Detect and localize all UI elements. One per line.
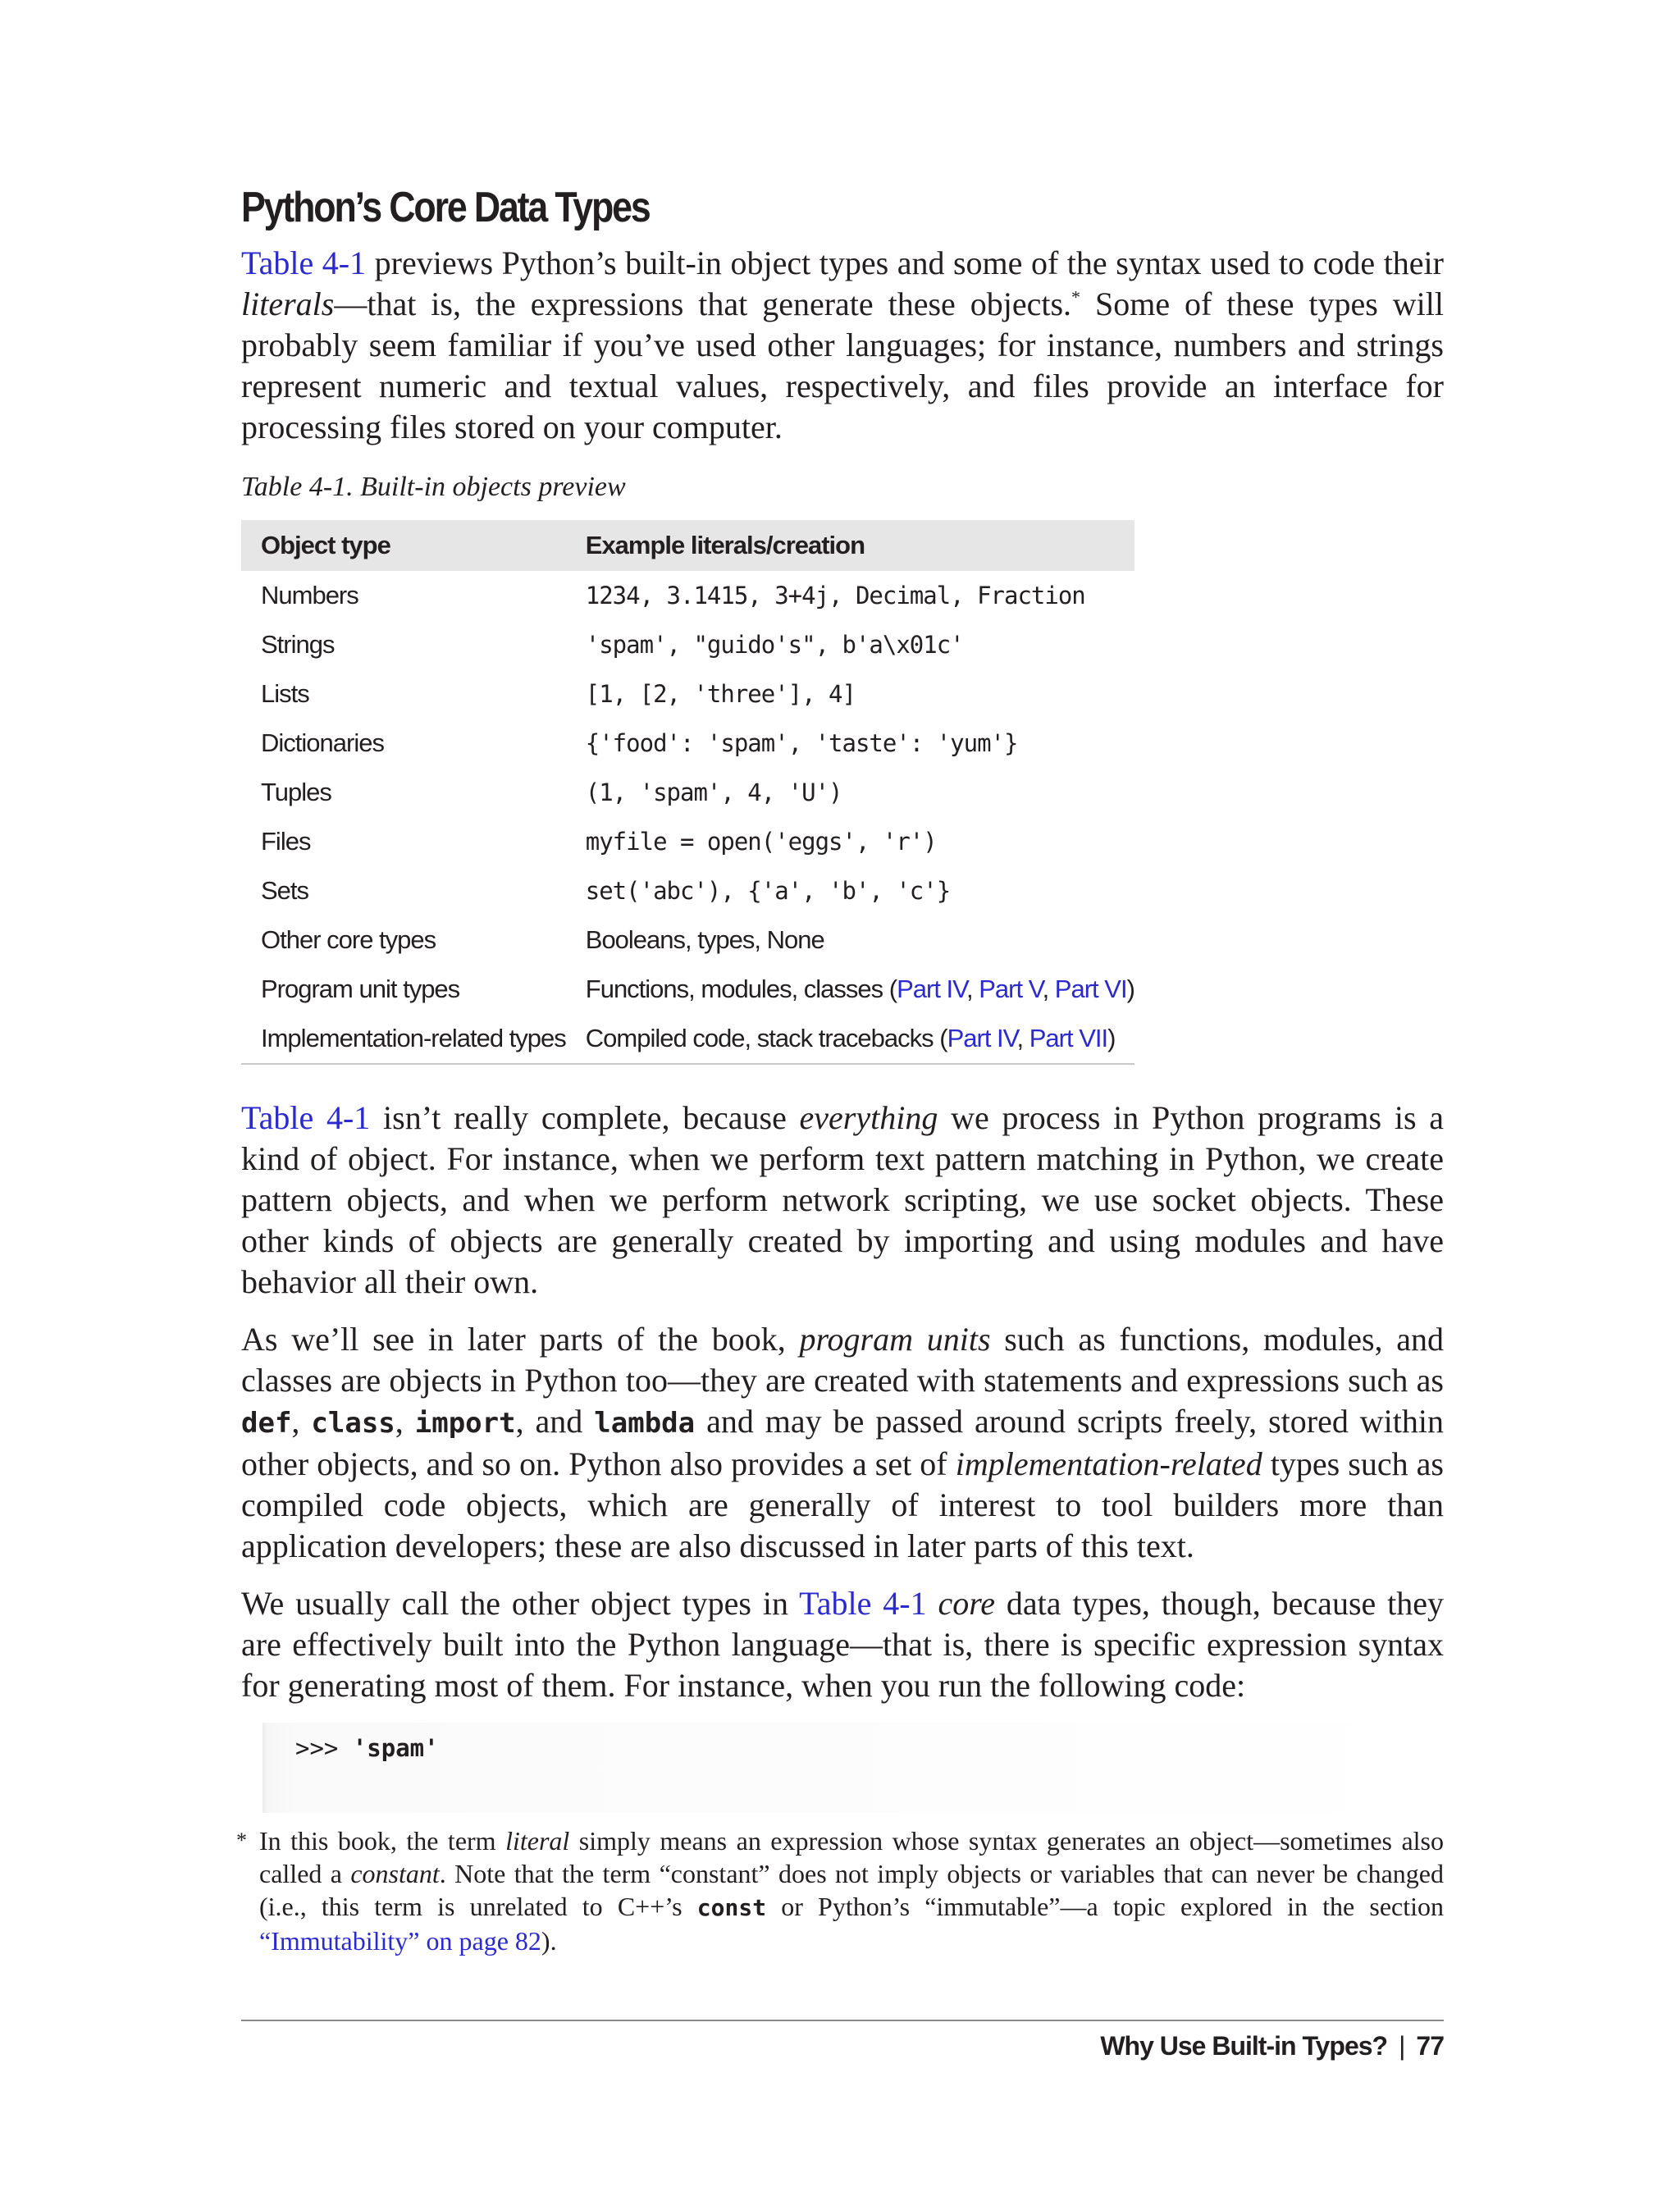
footer-separator: | (1399, 2031, 1405, 2061)
text: isn’t really complete, because (370, 1099, 800, 1136)
table-row (241, 669, 1134, 719)
text: simply means an expression whose syntax generates an object—sometimes also called a (259, 1826, 1445, 1888)
cell-example: (1, 'spam', 4, 'U') (585, 778, 842, 806)
text: , and (515, 1403, 595, 1440)
table-header-row (241, 520, 1134, 571)
text: In this book, the term (259, 1826, 506, 1856)
code-spam-literal: 'spam' (352, 1734, 439, 1762)
table-row (241, 620, 1134, 669)
header-object-type: Object type (261, 531, 390, 559)
cell-example (566, 1014, 1134, 1064)
cell-object-type: Sets (261, 876, 309, 905)
paragraph-intro (241, 243, 1444, 448)
part-iv-link[interactable]: Part IV (897, 975, 967, 1003)
text: we process in Python programs is a kind of object. For instance, when we perform text pattern matching in Python, we create pattern objects, and when we perform network scripting, we use socket objects. These other kinds of objects are generally created by importing and using modules and have behavior all their own. (241, 1099, 1444, 1300)
cell-example: 'spam', "guido's", b'a\x01c' (585, 631, 964, 659)
table-row (241, 915, 1134, 965)
cell-example: Booleans, types, None (585, 925, 824, 954)
main-content (241, 179, 1444, 1813)
cell-object-type: Numbers (261, 581, 358, 609)
code-lambda: lambda (594, 1407, 696, 1440)
footnote-reference[interactable]: * (1071, 286, 1081, 308)
emphasis-program-units: program units (799, 1321, 991, 1358)
emphasis-constant: constant (350, 1859, 440, 1888)
text: or Python’s “immutable”—a topic explored in the section (766, 1892, 1445, 1921)
text: Functions, modules, classes ( (585, 975, 897, 1003)
cell-object-type: Strings (261, 630, 335, 659)
cell-object-type: Tuples (261, 778, 331, 806)
cell-example: set('abc'), {'a', 'b', 'c'} (585, 877, 951, 905)
table-row (241, 1014, 1134, 1064)
footnote (236, 1824, 1445, 1957)
cell-object-type: Dictionaries (261, 728, 384, 757)
table-caption: Table 4-1. Built-in objects preview (241, 472, 626, 502)
text: ). (541, 1926, 557, 1956)
separator: , (1042, 975, 1055, 1003)
header-example: Example literals/creation (585, 531, 865, 559)
built-in-objects-table (241, 520, 1134, 1065)
table-row (241, 719, 1134, 768)
text: We usually call the other object types in (241, 1585, 800, 1622)
page-number: 77 (1416, 2031, 1444, 2061)
cell-object-type: Lists (261, 679, 309, 708)
part-iv-link[interactable]: Part IV (947, 1024, 1017, 1052)
code-const: const (696, 1894, 767, 1921)
emphasis-literal: literal (505, 1826, 570, 1856)
emphasis-implementation-related: implementation-related (955, 1445, 1262, 1482)
text: ) (1126, 975, 1134, 1003)
footnote-text (259, 1824, 1444, 1957)
table-row (241, 965, 1134, 1014)
footnote-marker: * (236, 1828, 247, 1852)
text: , (395, 1403, 415, 1440)
text: , (291, 1403, 312, 1440)
text: Some of these types will probably seem familiar if you’ve used other languages; for instance, numbers and strings represent numeric and textual values, respectively, and files provide an interface for processing files stored on your computer. (241, 285, 1444, 445)
emphasis-everything: everything (799, 1099, 938, 1136)
running-footer (1100, 2031, 1444, 2061)
separator: , (1016, 1024, 1029, 1052)
code-def: def (241, 1407, 292, 1440)
code-class: class (311, 1407, 395, 1440)
footer-divider (241, 2020, 1444, 2021)
text (927, 1585, 938, 1622)
part-vi-link[interactable]: Part VI (1054, 975, 1127, 1003)
cell-object-type: Implementation-related types (241, 1014, 566, 1064)
section-heading: Python’s Core Data Types (241, 184, 650, 231)
interactive-prompt: >>> (295, 1734, 353, 1762)
table-row (241, 817, 1134, 866)
emphasis-literals: literals (241, 285, 335, 322)
cell-object-type: Program unit types (261, 975, 460, 1003)
part-v-link[interactable]: Part V (979, 975, 1043, 1003)
text: such as functions, modules, and classes are objects in Python too—they are created with statements and expressions such as (241, 1321, 1445, 1399)
text: . Note that the term “constant” does not imply objects or variables that can never be changed (i.e., this term is unrelated to C++’s (259, 1859, 1445, 1921)
paragraph-core-types (241, 1583, 1444, 1706)
code-import: import (414, 1407, 516, 1440)
text: Compiled code, stack tracebacks ( (585, 1024, 947, 1052)
paragraph-program-units (241, 1319, 1444, 1567)
text: ) (1107, 1024, 1116, 1052)
text: —that is, the expressions that generate these objects. (334, 285, 1072, 322)
immutability-link[interactable]: “Immutability” on page 82 (259, 1926, 541, 1956)
cell-example (566, 965, 1134, 1014)
text: and may be passed around scripts freely, stored within other objects, and so on. Python also provides a set of (241, 1403, 1445, 1482)
text: types such as compiled code objects, which are generally of interest to tool builders more than application developers; these are also discussed in later parts of this text. (241, 1445, 1444, 1564)
cell-example: myfile = open('eggs', 'r') (585, 828, 937, 856)
footer-section-title: Why Use Built-in Types? (1100, 2031, 1388, 2061)
paragraph-everything-object (241, 1098, 1444, 1303)
text: previews Python’s built-in object types and some of the syntax used to code their (366, 244, 1444, 281)
emphasis-core: core (938, 1585, 996, 1622)
cell-example: {'food': 'spam', 'taste': 'yum'} (585, 729, 1018, 757)
separator: , (966, 975, 979, 1003)
cell-object-type: Files (261, 827, 311, 856)
text: data types, though, because they are effectively built into the Python language—that is, there is specific expression syntax for generating most of them. For instance, when you run the following code: (241, 1585, 1444, 1704)
code-example-block (262, 1723, 1444, 1813)
table-4-1-link[interactable]: Table 4-1 (799, 1585, 927, 1622)
table-row (241, 866, 1134, 915)
table-row (241, 768, 1134, 817)
cell-example: [1, [2, 'three'], 4] (585, 680, 856, 708)
text: As we’ll see in later parts of the book, (241, 1321, 800, 1358)
table-4-1-link[interactable]: Table 4-1 (241, 244, 367, 281)
table-row (241, 571, 1134, 620)
cell-object-type: Other core types (261, 925, 436, 954)
table-4-1-link[interactable]: Table 4-1 (241, 1099, 371, 1136)
part-vii-link[interactable]: Part VII (1029, 1024, 1108, 1052)
cell-example: 1234, 3.1415, 3+4j, Decimal, Fraction (585, 582, 1085, 609)
